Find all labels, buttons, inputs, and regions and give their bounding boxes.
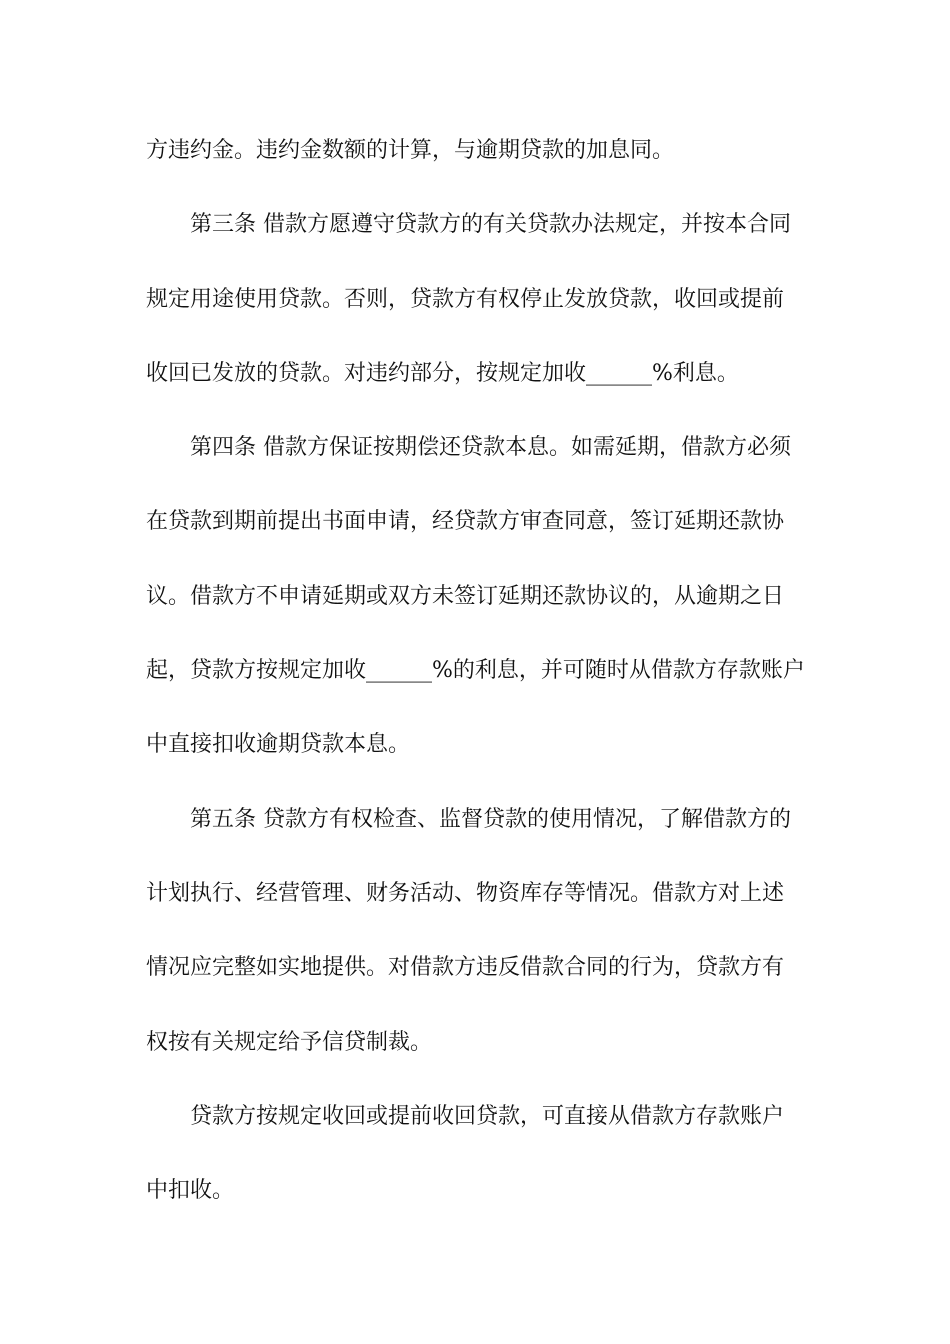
text-line: 方违约金。违约金数额的计算，与逾期贷款的加息同。	[146, 138, 675, 163]
document-body	[146, 128, 816, 1242]
text-line: 中直接扣收逾期贷款本息。	[146, 732, 411, 758]
text-line: 规定用途使用贷款。否则，贷款方有权停止发放贷款，收回或提前	[146, 286, 785, 312]
text-line: 权按有关规定给予信贷制裁。	[146, 1029, 433, 1055]
text-line: 计划执行、经营管理、财务活动、物资库存等情况。借款方对上述	[146, 880, 785, 906]
text-line-article-4: 第四条 借款方保证按期偿还贷款本息。如需延期，借款方必须	[190, 435, 791, 461]
text-line: 情况应完整如实地提供。对借款方违反借款合同的行为，贷款方有	[146, 955, 785, 981]
text-line: 议。借款方不申请延期或双方未签订延期还款协议的，从逾期之日	[146, 583, 785, 609]
text-line-article-5: 第五条 贷款方有权检查、监督贷款的使用情况，了解借款方的	[190, 806, 791, 832]
text-line: 中扣收。	[146, 1178, 235, 1204]
text-line: 在贷款到期前提出书面申请，经贷款方审查同意，签订延期还款协	[146, 509, 785, 535]
text-line-article-3: 第三条 借款方愿遵守贷款方的有关贷款办法规定，并按本合同	[190, 212, 791, 238]
text-line: 起，贷款方按规定加收______%的利息，并可随时从借款方存款账户	[146, 658, 805, 684]
text-line: 收回已发放的贷款。对违约部分，按规定加收______%利息。	[146, 360, 739, 386]
text-line-paragraph: 贷款方按规定收回或提前收回贷款，可直接从借款方存款账户	[190, 1103, 785, 1129]
